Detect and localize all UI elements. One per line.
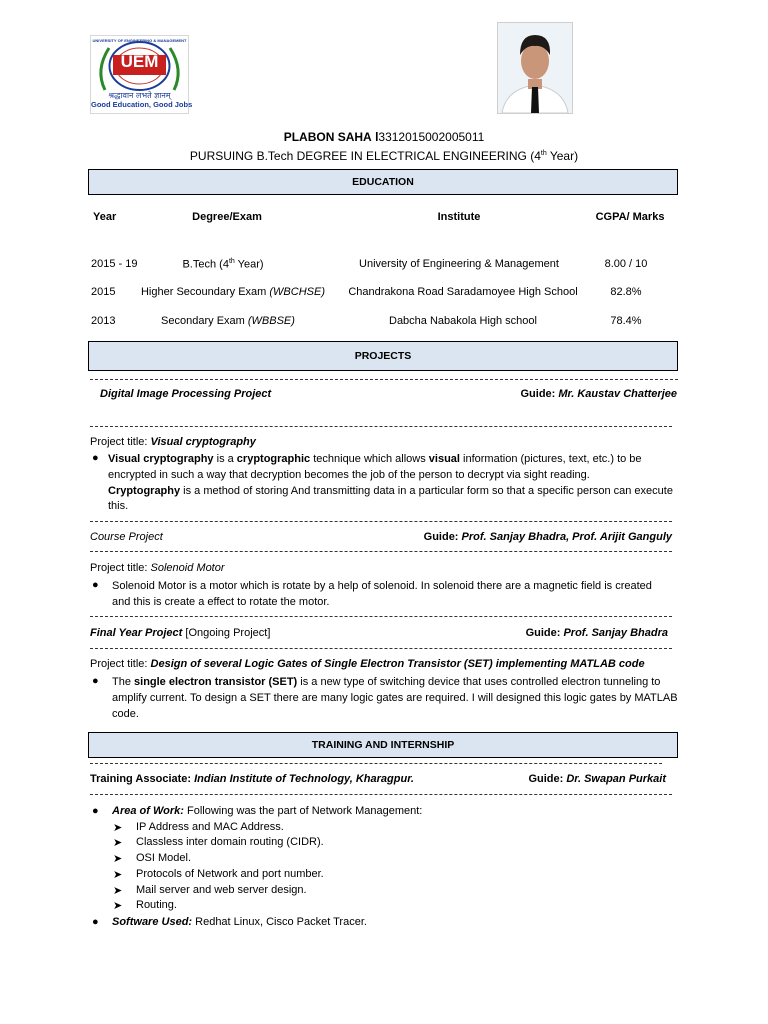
desc-part: is a method of storing And transmitting data in a particular form so that a specific person can execute this. — [108, 484, 673, 513]
candidate-name: PLABON SAHA — [283, 130, 372, 144]
title-value: Design of several Logic Gates of Single Electron Transistor (SET) implementing MATLAB code — [150, 658, 645, 670]
project-1-guide — [521, 388, 678, 400]
section-education-title: EDUCATION — [352, 176, 414, 188]
logo-text: UEM — [120, 52, 159, 71]
desc-part: technique which allows — [310, 453, 429, 465]
divider — [90, 379, 678, 380]
degree-heading — [0, 149, 768, 163]
divider — [90, 521, 672, 522]
row-year: 2015 - 19 — [91, 258, 138, 270]
row-degree-main: Higher Secoundary Exam — [140, 286, 270, 298]
section-training — [88, 732, 678, 758]
guide-name: Prof. Sanjay Bhadra, Prof. Arijit Ganguly — [461, 531, 672, 543]
degree-sup: th — [540, 150, 547, 157]
project-3-title — [90, 658, 645, 670]
role-label: Training Associate: — [90, 773, 195, 785]
org-name: Indian Institute of Technology, Kharagpur. — [194, 773, 414, 785]
section-projects — [88, 341, 678, 371]
row-year: 2013 — [91, 315, 116, 327]
bullet-icon: ● — [92, 805, 99, 817]
divider — [90, 648, 672, 649]
area-text: Following was the part of Network Management: — [183, 805, 423, 817]
desc-part: The — [112, 676, 135, 688]
desc-part: is a new type of switching device that uses controlled electron tunneling to amplify current. To design a SET there are many logic gates are required. I will designed this logic gates by MATLAB code. — [112, 676, 678, 720]
list-item-text: Classless inter domain routing (CIDR). — [136, 836, 324, 848]
project-3-desc — [112, 675, 678, 722]
list-item-text: Routing. — [136, 899, 177, 911]
area-label: Area of Work: — [112, 805, 184, 817]
col-marks: CGPA/ Marks — [595, 211, 665, 223]
candidate-heading — [0, 130, 768, 144]
row-institute: Chandrakona Road Saradamoyee High School — [348, 286, 578, 298]
guide-label: Guide: — [528, 773, 567, 785]
row-institute: Dabcha Nabakola High school — [389, 315, 537, 327]
arrow-bullet-icon: ➤ — [113, 822, 123, 834]
guide-name: Dr. Swapan Purkait — [566, 773, 666, 785]
desc-part: Visual cryptography — [108, 453, 214, 465]
software-label: Software Used: — [112, 916, 193, 928]
guide-name: Mr. Kaustav Chatterjee — [558, 388, 677, 400]
project-1-name: Digital Image Processing Project — [100, 388, 272, 400]
roll-separator: l — [375, 130, 379, 144]
degree-text: PURSUING B.Tech DEGREE IN ELECTRICAL ENGINEERING (4 — [189, 149, 541, 163]
project-status: [Ongoing Project] — [182, 627, 271, 639]
project-2-desc — [112, 579, 672, 611]
roll-number: 3312015002005011 — [378, 130, 485, 144]
software-used — [112, 916, 367, 928]
divider — [90, 794, 672, 795]
title-value: Visual cryptography — [150, 436, 256, 448]
arrow-bullet-icon: ➤ — [113, 853, 123, 865]
project-3-guide — [526, 627, 668, 639]
guide-name: Prof. Sanjay Bhadra — [563, 627, 668, 639]
list-item-text: Mail server and web server design. — [136, 884, 307, 896]
title-value: Solenoid Motor — [150, 562, 225, 574]
person-photo-icon — [498, 23, 572, 113]
desc-part: cryptographic — [236, 453, 311, 465]
row-marks: 82.8% — [610, 286, 642, 298]
uem-logo — [90, 35, 193, 114]
project-2-title — [90, 562, 225, 574]
project-1-title — [90, 436, 256, 448]
arrow-bullet-icon: ➤ — [113, 900, 123, 912]
title-label: Project title: — [90, 562, 151, 574]
bullet-icon: ● — [92, 579, 99, 591]
row-marks: 8.00 / 10 — [604, 258, 648, 270]
project-2-name: Course Project — [90, 531, 163, 543]
col-year: Year — [93, 211, 117, 223]
degree-text-end: Year) — [546, 149, 579, 163]
guide-label: Guide: — [423, 531, 462, 543]
row-degree — [133, 258, 313, 271]
training-org — [90, 773, 414, 785]
col-degree: Degree/Exam — [192, 211, 262, 223]
desc-part: information (pictures, text, etc.) to be encrypted in such a way that decryption becomes the job of the person to decrypt via sight reading. — [108, 453, 642, 481]
title-label: Project title: — [90, 436, 151, 448]
col-institute: Institute — [437, 211, 481, 223]
list-item-text: IP Address and MAC Address. — [136, 821, 284, 833]
project-1-desc — [108, 452, 673, 515]
title-label: Project title: — [90, 658, 151, 670]
arrow-bullet-icon: ➤ — [113, 869, 123, 881]
training-guide — [528, 773, 666, 785]
bullet-icon: ● — [92, 675, 99, 687]
section-projects-title: PROJECTS — [354, 350, 412, 362]
divider — [90, 616, 672, 617]
section-training-title: TRAINING AND INTERNSHIP — [311, 739, 455, 751]
software-text: Redhat Linux, Cisco Packet Tracer. — [192, 916, 367, 928]
project-2-guide — [424, 531, 672, 543]
arrow-bullet-icon: ➤ — [113, 837, 123, 849]
divider — [90, 551, 672, 552]
row-degree-post: Year) — [234, 258, 264, 271]
project-3-name — [90, 627, 270, 639]
area-of-work — [112, 805, 422, 817]
row-degree-board: (WBCHSE) — [269, 286, 325, 298]
desc-part: single electron transistor (SET) — [134, 676, 298, 688]
guide-label: Guide: — [520, 388, 559, 400]
row-degree — [133, 286, 333, 298]
desc-part: is a — [213, 453, 237, 465]
divider — [90, 763, 662, 764]
list-item-text: Protocols of Network and port number. — [136, 868, 324, 880]
logo-ring-text: UNIVERSITY OF ENGINEERING & MANAGEMENT — [92, 38, 187, 43]
section-education — [88, 169, 678, 195]
row-degree-main: B.Tech (4 — [182, 258, 229, 271]
row-institute: University of Engineering & Management — [359, 258, 559, 270]
divider — [90, 426, 672, 427]
arrow-bullet-icon: ➤ — [113, 885, 123, 897]
row-degree — [133, 315, 323, 327]
desc-text: Solenoid Motor is a motor which is rotate by a help of solenoid. In solenoid there are a magnetic field is created and this is create a effect to rotate the motor. — [112, 580, 652, 608]
guide-label: Guide: — [525, 627, 564, 639]
row-degree-board: (WBBSE) — [247, 315, 295, 327]
list-item-text: OSI Model. — [136, 852, 192, 864]
row-degree-main: Secondary Exam — [161, 315, 248, 327]
logo-hindi-motto: श्रद्धावान लभते ज्ञानम् — [108, 91, 171, 100]
row-marks: 78.4% — [610, 315, 642, 327]
logo-tagline: Good Education, Good Jobs — [91, 100, 193, 109]
bullet-icon: ● — [92, 452, 99, 464]
desc-part: Cryptography — [108, 484, 181, 497]
project-name: Final Year Project — [90, 627, 183, 639]
bullet-icon: ● — [92, 916, 99, 928]
row-year: 2015 — [91, 286, 116, 298]
desc-part: visual — [428, 453, 460, 465]
row-degree-sup: th — [228, 258, 235, 265]
profile-photo — [497, 22, 573, 114]
